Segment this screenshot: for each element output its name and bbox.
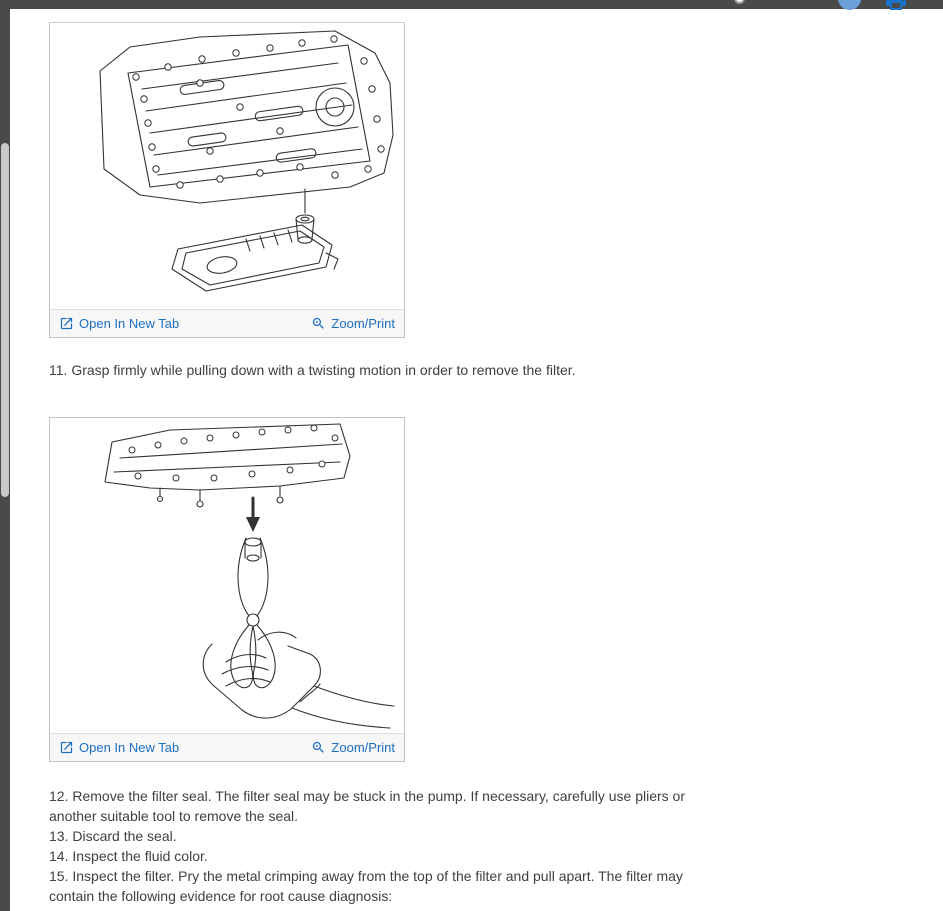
figure-1-toolbar <box>50 309 404 337</box>
step-12: 12. Remove the filter seal. The filter seal may be stuck in the pump. If necessary, carefully use pliers or another suitable tool to remove the seal. <box>49 788 685 824</box>
open-in-new-icon <box>59 740 74 755</box>
zoom-print-link[interactable] <box>311 740 395 755</box>
step-14: 14. Inspect the fluid color. <box>49 848 208 864</box>
figure-2-illustration <box>50 418 404 733</box>
step-11: 11. Grasp firmly while pulling down with a twisting motion in order to remove the filter. <box>49 362 576 378</box>
transmission-valve-body-drawing <box>50 23 404 309</box>
zoom-in-icon <box>311 740 326 755</box>
left-scrollbar-thumb[interactable] <box>1 143 9 497</box>
step-15: 15. Inspect the filter. Pry the metal crimping away from the top of the filter and pull apart. The filter may contain the following evidence for root cause diagnosis: <box>49 868 683 904</box>
top-toolbar <box>10 0 943 9</box>
zoom-in-icon <box>311 316 326 331</box>
open-in-new-tab-link[interactable] <box>59 316 179 331</box>
article-content <box>49 10 689 906</box>
figure-2-toolbar <box>50 733 404 761</box>
zoom-print-label: Zoom/Print <box>331 740 395 755</box>
zoom-print-label: Zoom/Print <box>331 316 395 331</box>
zoom-print-link[interactable] <box>311 316 395 331</box>
left-scrollbar-track[interactable] <box>0 0 10 911</box>
figure-1 <box>49 22 405 338</box>
figure-1-illustration <box>50 23 404 309</box>
open-in-new-tab-link[interactable] <box>59 740 179 755</box>
open-in-new-tab-label: Open In New Tab <box>79 316 180 331</box>
pliers-seal-removal-drawing <box>50 418 404 733</box>
open-in-new-icon <box>59 316 74 331</box>
printer-icon[interactable] <box>884 0 908 13</box>
figure-2 <box>49 417 405 762</box>
open-in-new-tab-label: Open In New Tab <box>79 740 180 755</box>
step-13: 13. Discard the seal. <box>49 828 177 844</box>
